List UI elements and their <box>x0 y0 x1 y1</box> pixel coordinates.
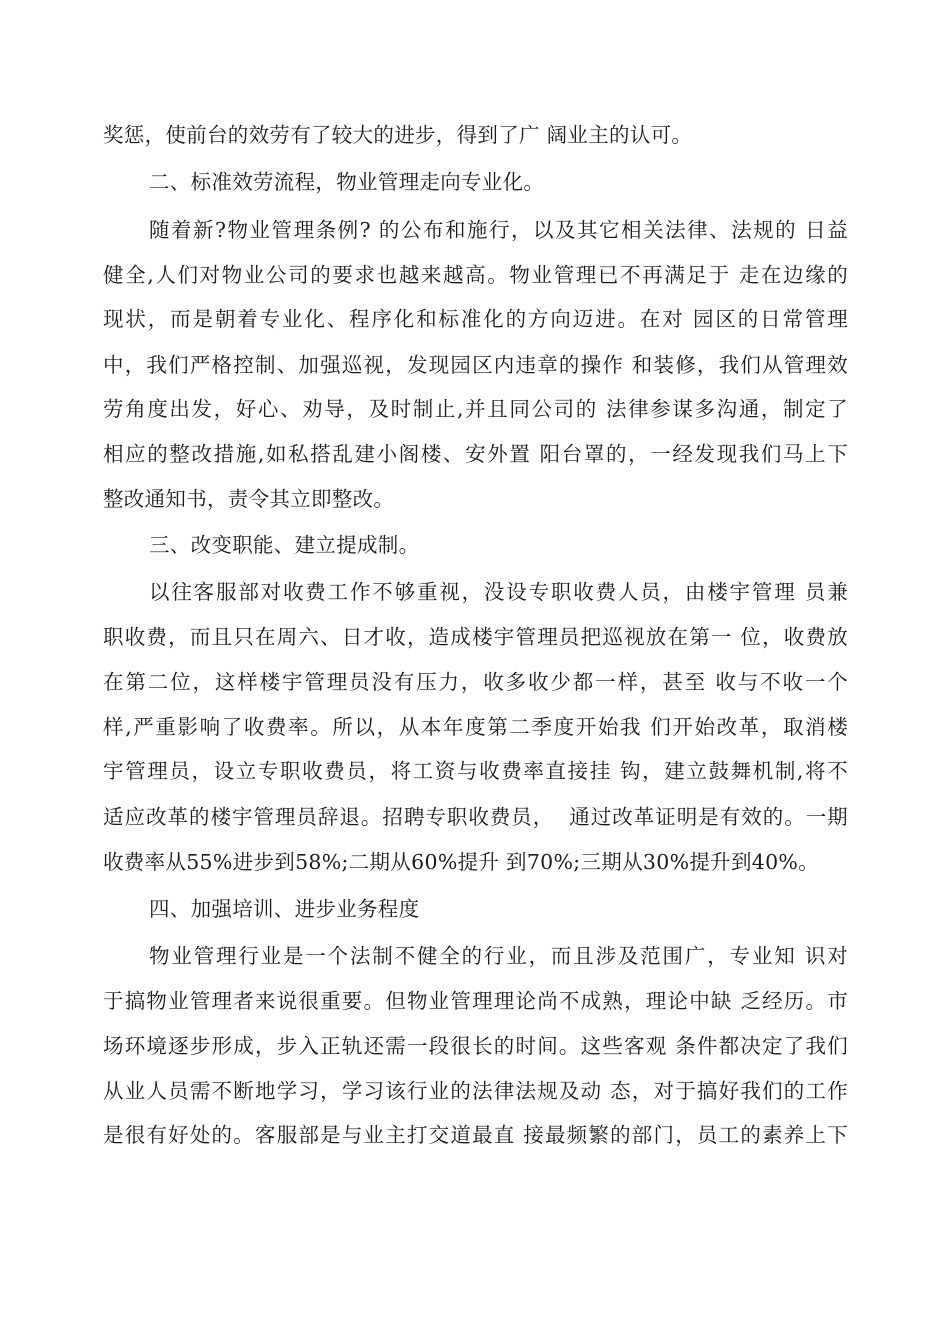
text-line: 在第二位，这样楼宇管理员没有压力，收多收少都一样，甚至 收与不收一个 <box>103 670 848 694</box>
text-line: 是很有好处的。客服部是与业主打交道最直 接最频繁的部门，员工的素养上下 <box>103 1123 848 1147</box>
text-line: 物业管理行业是一个法制不健全的行业，而且涉及范围广，专业知 识对 <box>149 944 848 968</box>
text-line: 以往客服部对收费工作不够重视，没设专职收费人员，由楼宇管理 员兼 <box>149 580 848 604</box>
text-line: 适应改革的楼宇管理员辞退。招聘专职收费员， 通过改革证明是有效的。一期 <box>103 805 848 829</box>
section-heading: 二、标准效劳流程，物业管理走向专业化。 <box>149 170 545 194</box>
text-line: 职收费，而且只在周六、日才收，造成楼宇管理员把巡视放在第一 位，收费放 <box>103 625 848 649</box>
text-line: 健全,人们对物业公司的要求也越来越高。物业管理已不再满足于 走在边缘的 <box>103 263 848 287</box>
text-line: 相应的整改措施,如私搭乱建小阁楼、安外置 阳台罩的，一经发现我们马上下 <box>103 442 848 466</box>
text-line: 样,严重影响了收费率。所以，从本年度第二季度开始我 们开始改革，取消楼 <box>103 715 848 739</box>
text-line: 奖惩，使前台的效劳有了较大的进步，得到了广 阔业主的认可。 <box>103 123 693 147</box>
section-heading: 四、加强培训、进步业务程度 <box>149 897 420 921</box>
text-line: 现状，而是朝着专业化、程序化和标准化的方向迈进。在对 园区的日常管理 <box>103 307 848 331</box>
text-line: 随着新?物业管理条例? 的公布和施行，以及其它相关法律、法规的 日益 <box>149 218 848 242</box>
text-line: 中，我们严格控制、加强巡视，发现园区内违章的操作 和装修，我们从管理效 <box>103 353 848 377</box>
text-line: 场环境逐步形成，步入正轨还需一段很长的时间。这些客观 条件都决定了我们 <box>103 1034 848 1058</box>
text-line: 整改通知书，责令其立即整改。 <box>103 487 395 511</box>
text-line: 收费率从55%进步到58%;二期从60%提升 到70%;三期从30%提升到40%。 <box>103 850 820 874</box>
text-line: 从业人员需不断地学习，学习该行业的法律法规及动 态，对于搞好我们的工作 <box>103 1079 848 1103</box>
text-line: 劳角度出发，好心、劝导，及时制止,并且同公司的 法律参谋多沟通，制定了 <box>103 397 848 421</box>
text-line: 宇管理员，设立专职收费员，将工资与收费率直接挂 钩，建立鼓舞机制,将不 <box>103 759 848 783</box>
section-heading: 三、改变职能、建立提成制。 <box>149 533 420 557</box>
text-line: 于搞物业管理者来说很重要。但物业管理理论尚不成熟，理论中缺 乏经历。市 <box>103 989 848 1013</box>
